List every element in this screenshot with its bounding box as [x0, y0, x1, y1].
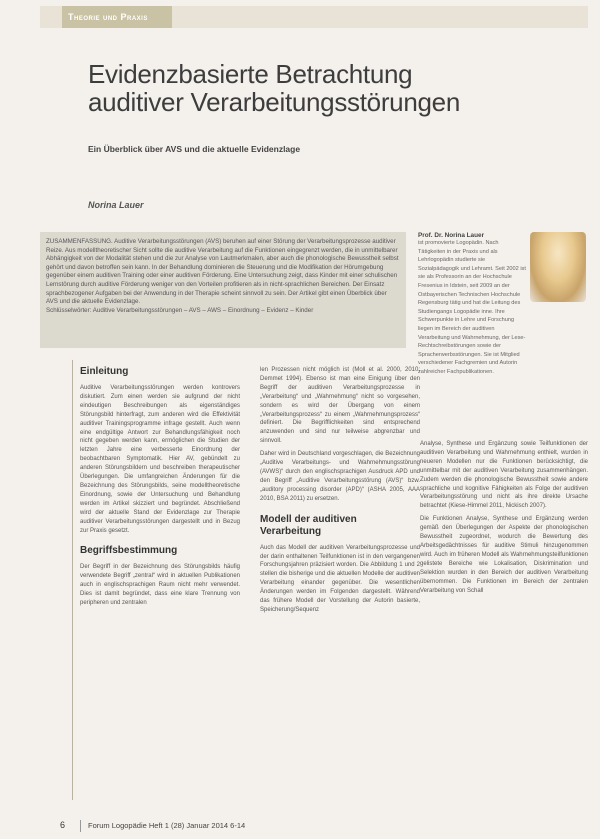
paragraph: Die Funktionen Analyse, Synthese und Ergänzung werden gemäß den Überlegungen der Aspekte der phonologischen Bewusstheit zugeordnet, wodurch die Bewertung des Arbeitsgedächtnisses für auditive Stimuli hinzugenommen wird. Auch im früheren Modell als Wahrnehmungsteilfunktionen gelistete Bereiche wie Lokalisation, Diskrimination und Selektion wurden in den Bereich der auditiven Verarbeitung übernommen. Die Funktionen im Bereich der zentralen Verarbeitung von Schall	[420, 516, 588, 594]
article-title: Evidenzbasierte Betrachtung auditiver Verarbeitungsstörungen	[88, 59, 460, 117]
page-footer	[40, 820, 588, 836]
section-header-tab	[62, 6, 172, 28]
body-column-2	[260, 366, 420, 615]
abstract-text: ZUSAMMENFASSUNG. Auditive Verarbeitungsstörungen (AVS) beruhen auf einer Störung der Verarbeitungsprozesse auditiver Reize. Aus modelltheoretischer Sicht sollte die auditive Verarbeitung auf die Funktionen eingegrenzt werden, die in unmittelbarer Abhängigkeit von der Modalität stehen und die zur Analyse von Lautmerkmalen, aber auch die phonologische Bewusstheit selbst gehört und davon betroffen sein kann. In der Behandlung dominieren die Steuerung und die Modifikation der Hörumgebung gegenüber einem auditiven Training oder einer auditiven Förderung. Eine Untersuchung zeigt, dass Kinder mit einer schulischen Lernstörung durch auditive Förderung weniger von den Vorteilen profitieren als in nicht-sprachlichen Bereichen. Der Einsatz sprachbezogener Aufgaben bei der Anwendung in der Therapie scheint sinnvoll zu sein. Der Artikel gibt einen Überblick über AVS und die aktuelle Evidenzlage.	[46, 238, 399, 306]
article-subtitle: Ein Überblick über AVS und die aktuelle Evidenzlage	[88, 144, 301, 154]
bio-text: ist promovierte Logopädin. Nach Tätigkeiten in der Praxis und als Lehrlogopädin studierte sie Sozialpädagogik und Lehramt. Seit 2002 ist sie als Professorin an der Hochschule Fresenius in Idstein, seit 2009 an der Ostbayerischen Technischen Hochschule Regensburg tätig und hat die Leitung des Studiengangs Logopädie inne. Ihre Schwerpunkte in Lehre und Forschung liegen im Bereich der auditiven Verarbeitung und Wahrnehmung, der Lese-Rechtschreibstörungen sowie der Spracherwerbsstörungen. Sie ist Mitglied verschiedener Fachgremien und Autorin zahlreicher Fachpublikationen.	[418, 240, 526, 375]
body-column-3	[420, 440, 588, 595]
abstract-box	[40, 232, 406, 348]
paragraph: Analyse, Synthese und Ergänzung sowie Teilfunktionen der auditiven Verarbeitung und Wahrnehmung enthielt, wurden in neueren Modellen nur die Funktionen berücksichtigt, die unmittelbar mit der auditiven Verarbeitung zusammenhängen. Zudem werden die phonologische Bewusstheit sowie andere sprachliche und kognitive Fähigkeiten als Folge der auditiven Verarbeitungsstörung und nicht als ihre direkte Ursache betrachtet (Kiese-Himmel 2011, Nickisch 2007).	[420, 441, 588, 510]
article-author: Norina Lauer	[88, 200, 144, 210]
body-column-1	[80, 366, 240, 608]
paragraph: len Prozessen nicht möglich ist (Moll et al. 2000, 2010; Demmet 1994). Ebenso ist man eine Einigung über den Begriff der auditiven Verarbeitungsprozesse in „Verarbeitung“ und „Wahrnehmung“ nicht so vorgesehen, sondern es wird der Übergang von einem „Verarbeitungsprozess“ zu einem „Wahrnehmungsprozess“ definiert. Die Begrifflichkeiten sind entsprechend anzuwenden und sind nur teilweise abgrenzbar und sinnvoll.	[260, 367, 420, 445]
heading-begriffsbestimmung: Begriffsbestimmung	[80, 545, 178, 557]
journal-reference: Forum Logopädie Heft 1 (28) Januar 2014 6-14	[88, 821, 246, 830]
footer-divider	[80, 820, 81, 832]
paragraph: Auditive Verarbeitungsstörungen werden kontrovers diskutiert. Zum einen werden sie aufgrund der nicht eindeutigen Beschreibungen als eigenständiges Störungsbild hinterfragt, zum anderen wird die Effektivität auditiver Trainingsprogramme infrage gestellt. Auch wenn eine endgültige Antwort zur Behandlungsfähigkeit noch nicht gegeben werden kann, ermöglichen die Studien der letzten Jahre eine verbesserte Einordnung der beobachtbaren Symptomatik. Hier AV, gebündelt zu anderen Störungsbildern und beschreiben therapeutischer Überlegungen. Die umfangreichen Änderungen für die Bezeichnung des Störungsbilds, seine modelltheoretische Einordnung, sowie der Untersuchung und Behandlung werden im Artikel skizziert und begründet. Abschließend wird der aktuelle Stand der Evidenzlage zur Therapie auditiver Verarbeitungsstörungen dargestellt und in Bezug zur Praxis gesetzt.	[80, 385, 240, 534]
author-bio	[418, 232, 588, 446]
paragraph: Auch das Modell der auditiven Verarbeitungsprozesse und der darin enthaltenen Teilfunktionen ist in den vergangenen Forschungsjahren präzisiert worden. Die Abbildung 1 und 2 stellen die bisherige und die aktuellen Modelle der auditiven Verarbeitung einander gegenüber. Die wesentlichen Änderungen werden im Folgenden dargestellt. Während das frühere Modell der Vorstellung der Autorin basierte, Speicherung/Sequenz	[260, 544, 420, 613]
page-number: 6	[60, 820, 66, 830]
abstract-keywords: Schlüsselwörter: Auditive Verarbeitungsstörungen – AVS – AWS – Einordnung – Evidenz – Kinder	[46, 306, 314, 314]
author-photo	[530, 232, 586, 302]
column-rule	[72, 360, 73, 800]
heading-einleitung: Einleitung	[80, 366, 129, 377]
paragraph: Der Begriff in der Bezeichnung des Störungsbilds häufig verwendete Begriff „zentral“ wird in aktuellen Publikationen auch in englischsprachigen Raum nicht mehr verwendet. Dies ist damit begründet, dass eine klare Trennung von peripheren und zentralen	[80, 564, 240, 607]
paragraph: Daher wird in Deutschland vorgeschlagen, die Bezeichnung „Auditive Verarbeitungs- und Wahrnehmungsstörung (AVWS)“ durch den englischsprachigen Ausdruck APD und den Begriff „Auditive Verarbeitungsstörung (AVS)“ bzw. „auditory processing disorder (APD)“ (ASHA 2005, AAA 2010, BSA 2011) zu ersetzen.	[260, 451, 420, 502]
heading-modell: Modell der auditiven Verarbeitung	[260, 513, 357, 537]
bio-name: Prof. Dr. Norina Lauer	[418, 232, 485, 239]
section-label: Theorie und Praxis	[68, 12, 148, 22]
